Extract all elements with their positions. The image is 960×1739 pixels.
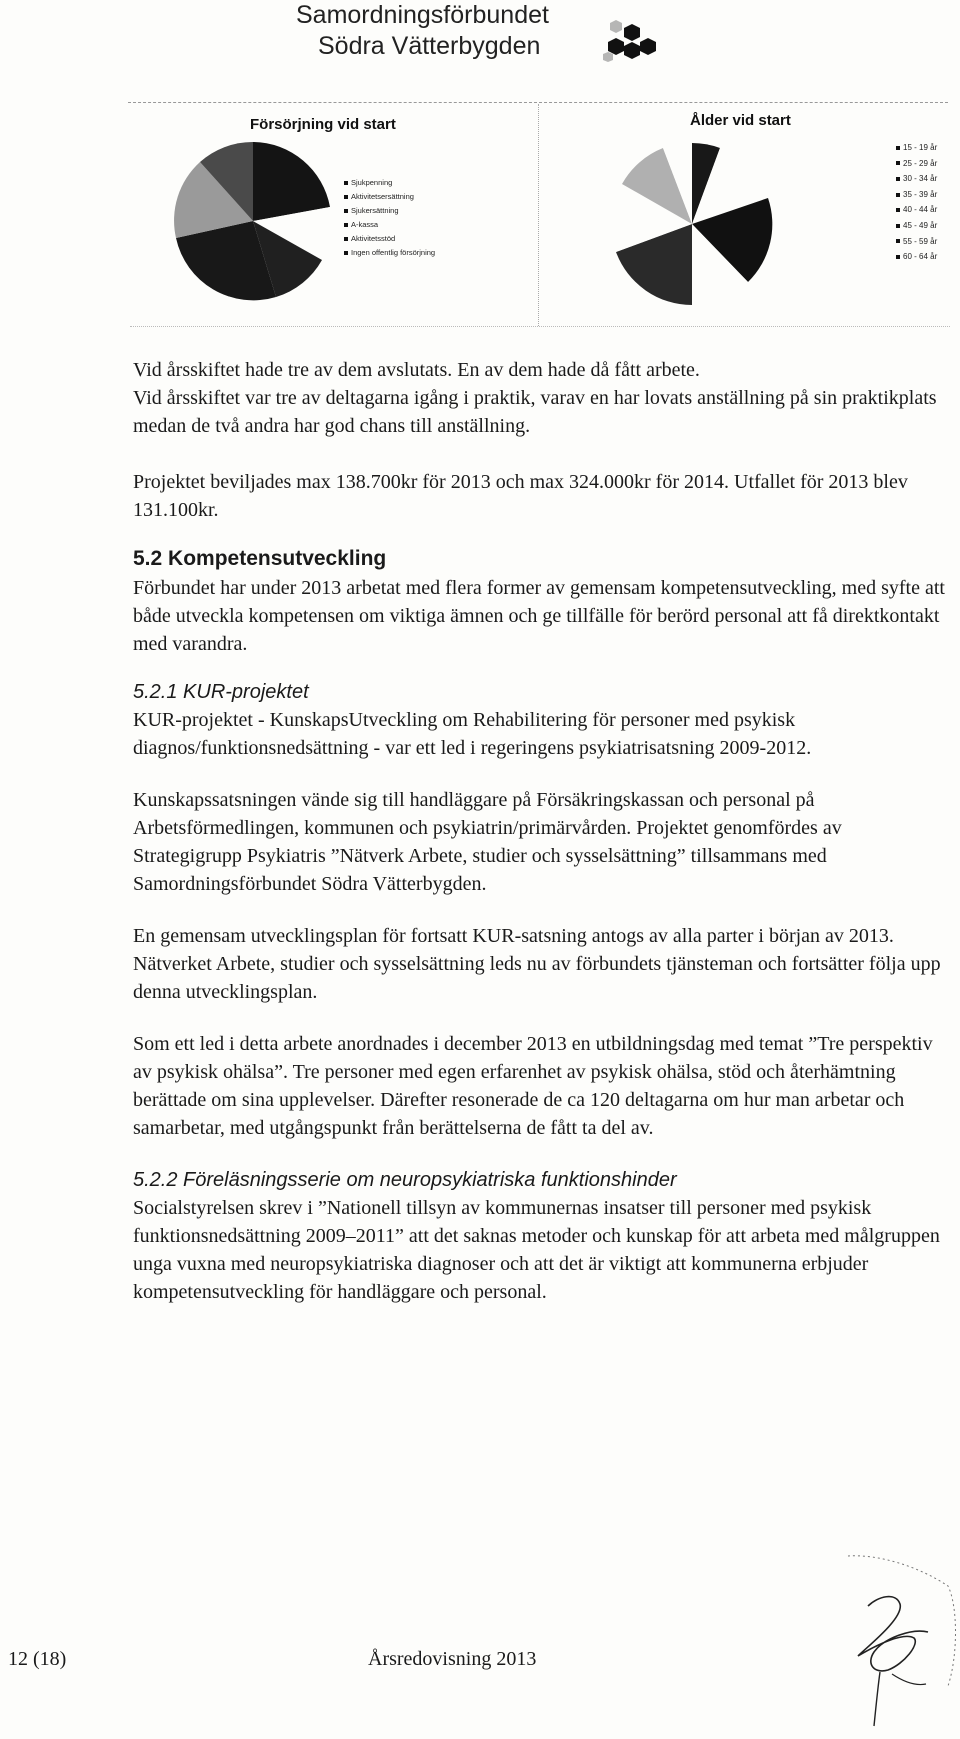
legend-marker: [344, 251, 348, 255]
paragraph: KUR-projektet - KunskapsUtveckling om Rehabilitering för personer med psykisk diagnos/funktionsnedsättning - var ett led i regeringens psykiatrisatsning 2009-2012.: [133, 709, 812, 759]
legend-marker: [344, 209, 348, 213]
legend-item: Ingen offentlig försörjning: [344, 246, 435, 260]
paragraph: En gemensam utvecklingsplan för fortsatt KUR-satsning antogs av alla parter i början av 2013. Nätverket Arbete, studier och sysselsättning leds nu av förbundets tjänsteman och fortsätter följa upp denna utvecklingsplan.: [133, 925, 941, 1003]
legend-alder: [896, 140, 937, 265]
legend-marker: [896, 193, 900, 197]
pie-chart-alder: [608, 140, 776, 308]
legend-forsorjning: [344, 176, 435, 260]
legend-marker: [896, 161, 900, 165]
section-heading-5-2-2: 5.2.2 Föreläsningsserie om neuropsykiatriska funktionshinder: [133, 1169, 677, 1191]
legend-marker: [344, 195, 348, 199]
legend-item: A-kassa: [344, 218, 435, 232]
legend-item: 55 - 59 år: [896, 234, 937, 250]
legend-marker: [896, 208, 900, 212]
paragraph: Projektet beviljades max 138.700kr för 2013 och max 324.000kr för 2014. Utfallet för 2013 blev 131.100kr.: [133, 471, 908, 521]
legend-marker: [344, 237, 348, 241]
legend-item: Sjukpenning: [344, 176, 435, 190]
legend-item: 15 - 19 år: [896, 140, 937, 156]
legend-item: 35 - 39 år: [896, 187, 937, 203]
org-name-line1: Samordningsförbundet: [296, 1, 549, 29]
legend-item: 40 - 44 år: [896, 202, 937, 218]
legend-item: 45 - 49 år: [896, 218, 937, 234]
legend-item: 60 - 64 år: [896, 249, 937, 265]
section-heading-5-2-1: 5.2.1 KUR-projektet: [133, 681, 309, 703]
hexagon-logo-icon: [594, 4, 674, 70]
legend-item: Sjukersättning: [344, 204, 435, 218]
legend-marker: [344, 181, 348, 185]
report-title: Årsredovisning 2013: [368, 1648, 537, 1670]
paragraph: Socialstyrelsen skrev i ”Nationell tillsyn av kommunernas insatser till personer med psykisk funktionsnedsättning 2009–2011” att det saknas metoder och kunskap för att arbeta med målgruppen unga vuxna med neuropsykiatriska diagnoser och att det är viktigt att kommunerna erbjuder kompetensutveckling för handläggare och personal.: [133, 1197, 940, 1303]
pie-chart-forsorjning: [172, 140, 334, 302]
org-name-line2: Södra Vätterbygden: [318, 32, 541, 60]
chart-panel-top-rule: [128, 102, 948, 103]
chart-title-alder: Ålder vid start: [690, 112, 791, 129]
legend-marker: [896, 177, 900, 181]
document-body: [133, 356, 951, 1306]
legend-marker: [896, 146, 900, 150]
legend-item: Aktivitetsersättning: [344, 190, 435, 204]
legend-item: 25 - 29 år: [896, 156, 937, 172]
paragraph: Som ett led i detta arbete anordnades i december 2013 en utbildningsdag med temat ”Tre perspektiv av psykisk ohälsa”. Tre personer med egen erfarenhet av psykisk ohälsa, stöd och återhämtning berättade om sina upplevelser. Därefter resonerade de ca 120 deltagarna om hur man arbetar och samarbetar, med utgångspunkt från berättelserna de fått ta del av.: [133, 1033, 933, 1139]
legend-item: Aktivitetsstöd: [344, 232, 435, 246]
legend-marker: [344, 223, 348, 227]
legend-marker: [896, 255, 900, 259]
page-header: [296, 0, 549, 62]
paragraph: Kunskapssatsningen vände sig till handläggare på Försäkringskassan och personal på Arbetsförmedlingen, kommunen och psykiatrin/primärvården. Projektet genomfördes av Strategigrupp Psykiatris ”Nätverk Arbete, studier och sysselsättning” tillsammans med Samordningsförbundet Södra Vätterbygden.: [133, 789, 842, 895]
paragraph: Förbundet har under 2013 arbetat med flera former av gemensam kompetensutveckling, med syfte att både utveckla kompetensen om viktiga ämnen och ge tillfälle för berörd personal att få direktkontakt med varandra.: [133, 577, 945, 655]
page-number: 12 (18): [8, 1648, 67, 1670]
paragraph: Vid årsskiftet hade tre av dem avslutats. En av dem hade då fått arbete.: [133, 359, 700, 381]
chart-panel-bottom-rule: [130, 326, 950, 327]
legend-item: 30 - 34 år: [896, 171, 937, 187]
chart-title-forsorjning: Försörjning vid start: [250, 116, 396, 133]
signature-icon: [808, 1546, 958, 1736]
paragraph: Vid årsskiftet var tre av deltagarna igång i praktik, varav en har lovats anställning på sin praktikplats medan de två andra har god chans till anställning.: [133, 387, 937, 437]
legend-marker: [896, 224, 900, 228]
legend-marker: [896, 239, 900, 243]
chart-panel-divider: [538, 104, 539, 326]
section-heading-5-2: 5.2 Kompetensutveckling: [133, 547, 387, 570]
